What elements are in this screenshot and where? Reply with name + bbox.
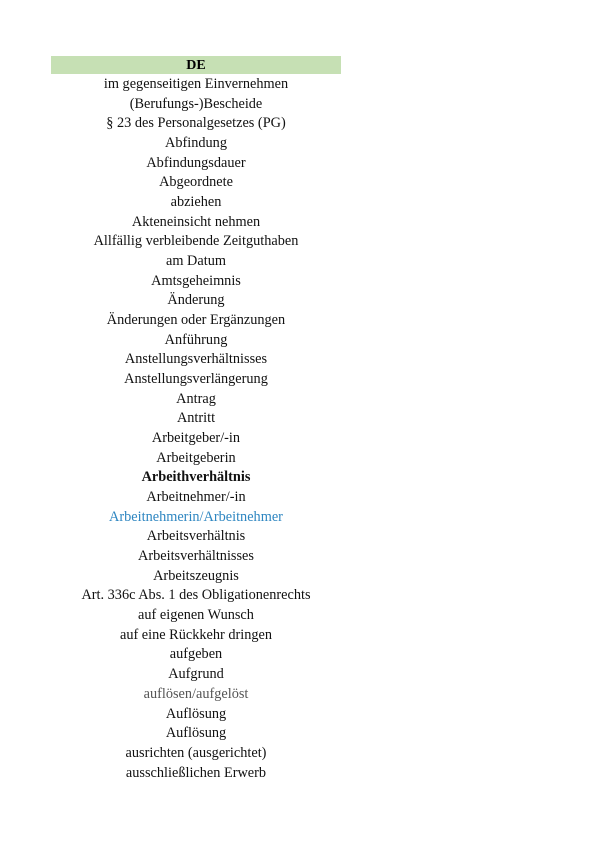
list-item: auf eigenen Wunsch	[138, 607, 254, 624]
list-item: Arbeitnehmer/-in	[146, 489, 246, 506]
list-item: Anstellungsverhältnisses	[124, 351, 268, 368]
list-item: auflösen/aufgelöst	[143, 685, 249, 702]
list-item: Arbeitsverhältnisses	[138, 548, 254, 565]
list-item: Allfällig verbleibende Zeitguthaben	[93, 233, 299, 250]
list-item: Änderungen oder Ergänzungen	[106, 312, 286, 329]
list-item: Art. 336c Abs. 1 des Obligationenrechts	[81, 587, 311, 604]
list-item: Antrag	[176, 390, 216, 407]
list-item: Arbeitszeugnis	[153, 567, 239, 584]
entry-list	[51, 75, 341, 783]
list-item: Amtsgeheimnis	[151, 272, 241, 289]
list-item: am Datum	[166, 253, 226, 270]
list-item: Anstellungsverlängerung	[124, 371, 268, 388]
list-item: ausrichten (ausgerichtet)	[125, 744, 267, 761]
list-item: Aufgrund	[168, 666, 224, 683]
list-item: Abfindungsdauer	[146, 154, 246, 171]
list-item: Arbeitgeberin	[156, 449, 236, 466]
list-item: Arbeithverhältnis	[141, 469, 251, 486]
list-item: Anführung	[164, 331, 228, 348]
list-item: Auflösung	[165, 705, 227, 722]
list-item: Auflösung	[165, 725, 227, 742]
glossary-table	[51, 56, 341, 783]
list-item: abziehen	[170, 194, 222, 211]
list-item: Antritt	[176, 410, 216, 427]
list-item: auf eine Rückkehr dringen	[119, 626, 273, 643]
list-item: Änderung	[167, 292, 225, 309]
list-item: § 23 des Personalgesetzes (PG)	[106, 115, 286, 132]
list-item: Abfindung	[165, 135, 227, 152]
list-item: Arbeitsverhältnis	[146, 528, 246, 545]
list-item: (Berufungs-)Bescheide	[129, 95, 263, 112]
list-item: Arbeitgeber/-in	[151, 430, 241, 447]
column-header: DE	[51, 56, 341, 74]
list-item: aufgeben	[169, 646, 223, 663]
list-item: im gegenseitigen Einvernehmen	[103, 76, 289, 92]
list-item: ausschließlichen Erwerb	[125, 764, 267, 781]
list-item: Abgeordnete	[159, 174, 233, 191]
list-item: Akteneinsicht nehmen	[131, 213, 261, 230]
list-item: Arbeitnehmerin/Arbeitnehmer	[109, 508, 283, 525]
